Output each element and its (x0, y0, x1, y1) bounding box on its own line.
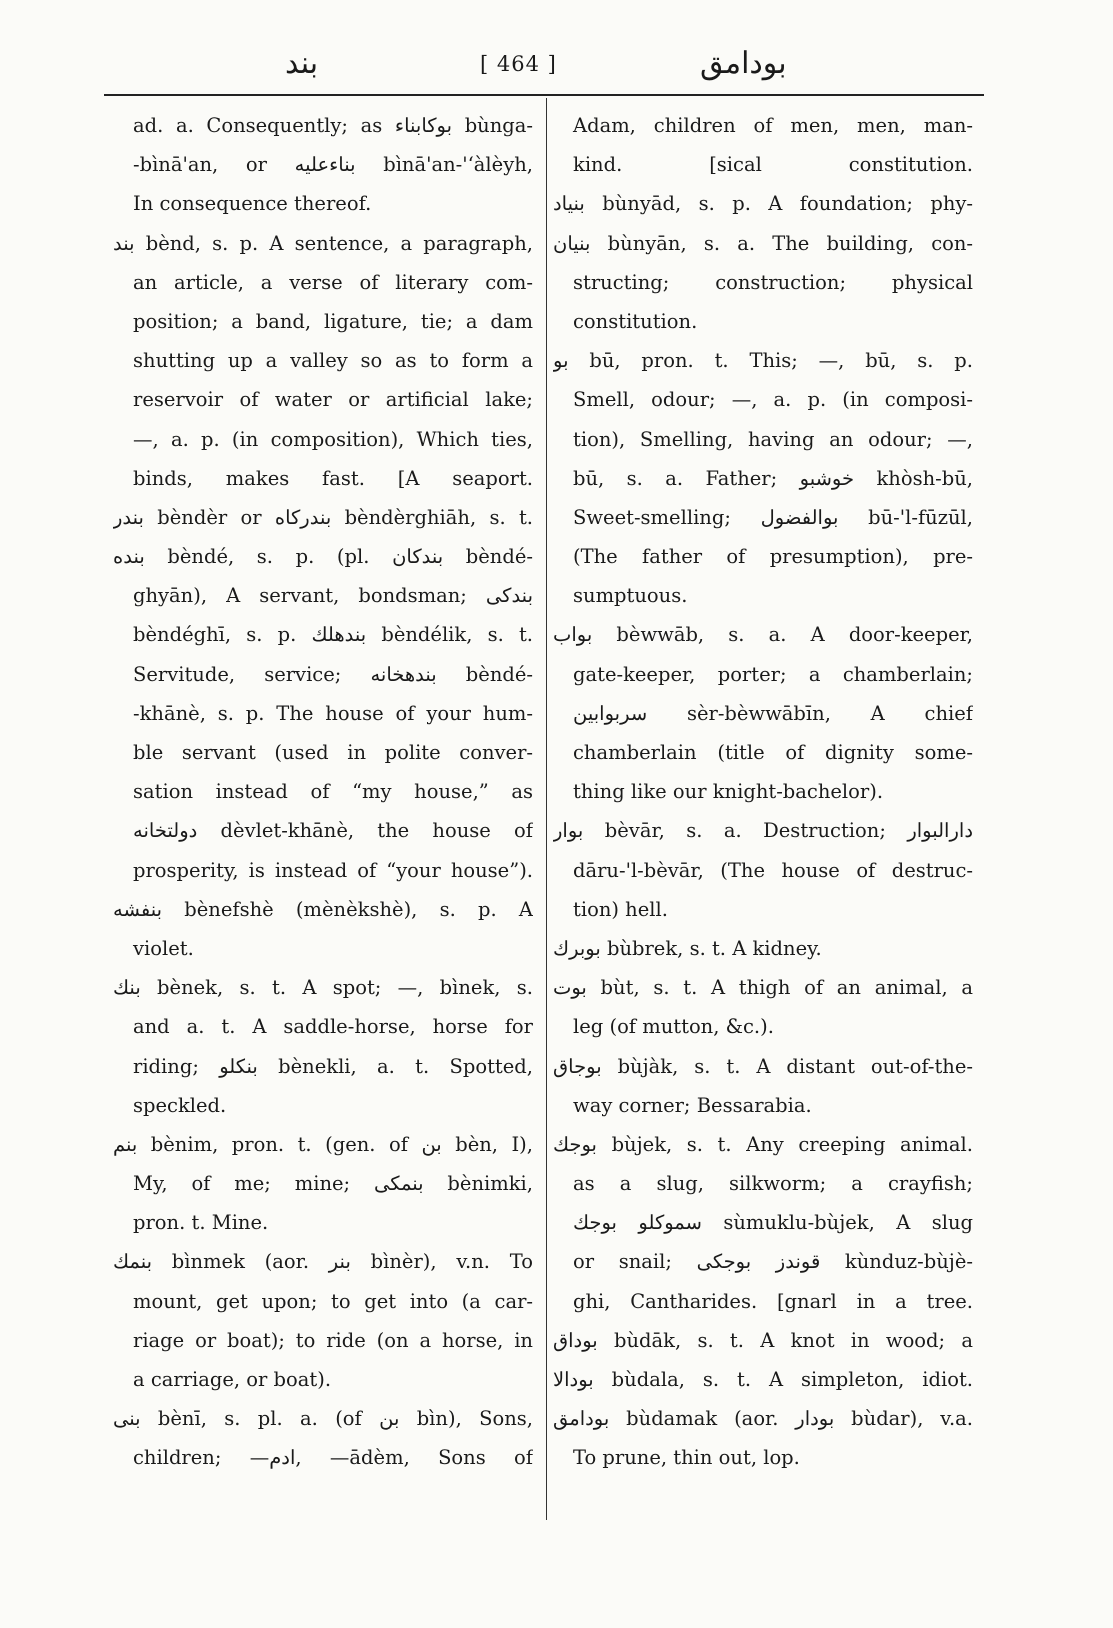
left-column-line: an article, a verse of literary com- (133, 270, 533, 294)
right-column-line: بوداﻣﻖ bùdamak (aor. بودار bùdar), v.a. (553, 1407, 973, 1431)
right-column-line: sumptuous. (573, 584, 688, 608)
left-column-line: ad. a. Consequently; as بوكابناء bùnga- (133, 114, 533, 137)
right-column-line: بوجك bùjek, s. t. Any creeping animal. (553, 1132, 973, 1156)
left-column-line: reservoir of water or artificial lake; (133, 388, 533, 412)
left-column-line: My, of me; mine; بنمكی bènimki, (133, 1172, 533, 1196)
left-column-line: بنمك bìnmek (aor. بنر bìnèr), v.n. To (113, 1250, 533, 1274)
left-column-line: بنك bènek, s. t. A spot; —, bìnek, s. (113, 976, 533, 1000)
right-column-line: Smell, odour; —, a. p. (in composi- (573, 388, 973, 412)
right-column-line: To prune, thin out, lop. (573, 1446, 800, 1470)
left-column-line: a carriage, or boat). (133, 1368, 332, 1391)
page-number: [ 464 ] (480, 52, 557, 76)
header-left-word: بند (285, 46, 319, 81)
left-column-line: children; —ادم, —ādèm, Sons of (133, 1446, 533, 1470)
header-right-word: بوداﻣﻖ (700, 46, 787, 81)
right-column-line: leg (of mutton, &c.). (573, 1015, 774, 1039)
left-column-line: دولتخانه dèvlet-khānè, the house of (133, 819, 533, 843)
right-column-line: بوت bùt, s. t. A thigh of an animal, a (553, 976, 973, 1000)
right-column-line: ghi, Cantharides. [gnarl in a tree. (573, 1289, 973, 1313)
left-column-line: binds, makes fast. [A seaport. (133, 466, 533, 490)
left-column-line: bèndéghī, s. p. بندهلك bèndélik, s. t. (133, 623, 533, 647)
right-column-line: gate-keeper, porter; a chamberlain; (573, 662, 973, 686)
left-column-line: riage or boat); to ride (on a horse, in (133, 1328, 533, 1352)
right-column-line: tion) hell. (573, 897, 668, 921)
right-column-line: بو bū, pron. t. This; —, bū, s. p. (553, 349, 973, 373)
right-column-line: بوداق bùdāk, s. t. A knot in wood; a (553, 1328, 973, 1352)
left-column-line: ble servant (used in polite conver- (133, 741, 533, 764)
right-column-line: بودالا bùdala, s. t. A simpleton, idiot. (553, 1368, 973, 1391)
left-column-line: بنم bènim, pron. t. (gen. of بن bèn, I), (113, 1132, 533, 1156)
left-column (113, 106, 533, 1478)
right-column-line: kind. [sical constitution. (573, 153, 973, 177)
left-column-line: and a. t. A saddle-horse, horse for (133, 1015, 533, 1039)
left-column-line: بند bènd, s. p. A sentence, a paragraph, (113, 231, 533, 255)
right-column-line: بنياد bùnyād, s. p. A foundation; phy- (553, 192, 973, 216)
left-column-line: بنى bènī, s. pl. a. (of بن bìn), Sons, (113, 1407, 533, 1431)
right-column-line: بوبرك bùbrek, s. t. A kidney. (553, 936, 822, 960)
left-column-line: بندر bèndèr or بندركاه bèndèrghiāh, s. t. (113, 505, 533, 529)
left-column-line: In consequence thereof. (133, 192, 372, 216)
right-column-line: dāru-'l-bèvār, (The house of destruc- (573, 858, 973, 882)
left-column-line: violet. (133, 936, 194, 960)
left-column-line: -bìnā'an, or بناءعليه bìnā'an-'‘àlèyh, (133, 153, 533, 177)
left-column-line: shutting up a valley so as to form a (133, 349, 533, 373)
right-column-line: chamberlain (title of dignity some- (573, 741, 973, 764)
right-column-line: Sweet-smelling; بوالفضول bū-'l-fūzūl, (573, 505, 973, 529)
left-column-line: prosperity, is instead of “your house”). (133, 858, 533, 882)
left-column-line: ghyān), A servant, bondsman; بندكی (133, 584, 533, 608)
right-column-line: بوار bèvār, s. a. Destruction; دارالبوار (553, 819, 973, 843)
left-column-line: -khānè, s. p. The house of your hum- (133, 701, 533, 725)
header-rule (104, 94, 984, 96)
right-column (553, 106, 973, 1478)
right-column-line: سموكلو بوجك sùmuklu-bùjek, A slug (573, 1211, 973, 1235)
left-column-line: بنفشه bènefshè (mènèkshè), s. p. A (113, 897, 533, 921)
right-column-line: as a slug, silkworm; a crayfish; (573, 1172, 973, 1196)
right-column-line: structing; construction; physical (573, 270, 973, 294)
right-column-line: بواب bèwwāb, s. a. A door-keeper, (553, 623, 973, 647)
column-divider (546, 98, 547, 1520)
right-column-line: tion), Smelling, having an odour; —, (573, 427, 973, 451)
right-column-line: constitution. (573, 309, 698, 333)
right-column-line: bū, s. a. Father; خوشبو khòsh-bū, (573, 466, 973, 490)
right-column-line: بنيان bùnyān, s. a. The building, con- (553, 231, 973, 255)
page-header (100, 44, 990, 94)
right-column-line: way corner; Bessarabia. (573, 1093, 812, 1117)
right-column-line: سربوابين sèr-bèwwābīn, A chief (573, 701, 973, 725)
left-column-line: Servitude, service; بندهخانه bèndé- (133, 662, 533, 686)
left-column-line: —, a. p. (in composition), Which ties, (133, 427, 533, 451)
right-column-line: thing like our knight-bachelor). (573, 780, 884, 804)
left-column-line: sation instead of “my house,” as (133, 780, 533, 804)
left-column-line: position; a band, ligature, tie; a dam (133, 309, 533, 333)
right-column-line: (The father of presumption), pre- (573, 545, 973, 569)
left-column-line: mount, get upon; to get into (a car- (133, 1289, 533, 1313)
left-column-line: riding; بنكلو bènekli, a. t. Spotted, (133, 1054, 533, 1078)
right-column-line: بوجاق bùjàk, s. t. A distant out-of-the- (553, 1054, 973, 1078)
left-column-line: بنده bèndé, s. p. (pl. بندكان bèndé- (113, 545, 533, 569)
left-column-line: speckled. (133, 1093, 227, 1117)
right-column-line: or snail; قوندز بوجكی kùnduz-bùjè- (573, 1250, 973, 1274)
right-column-line: Adam, children of men, men, man- (573, 114, 973, 137)
left-column-line: pron. t. Mine. (133, 1211, 269, 1235)
